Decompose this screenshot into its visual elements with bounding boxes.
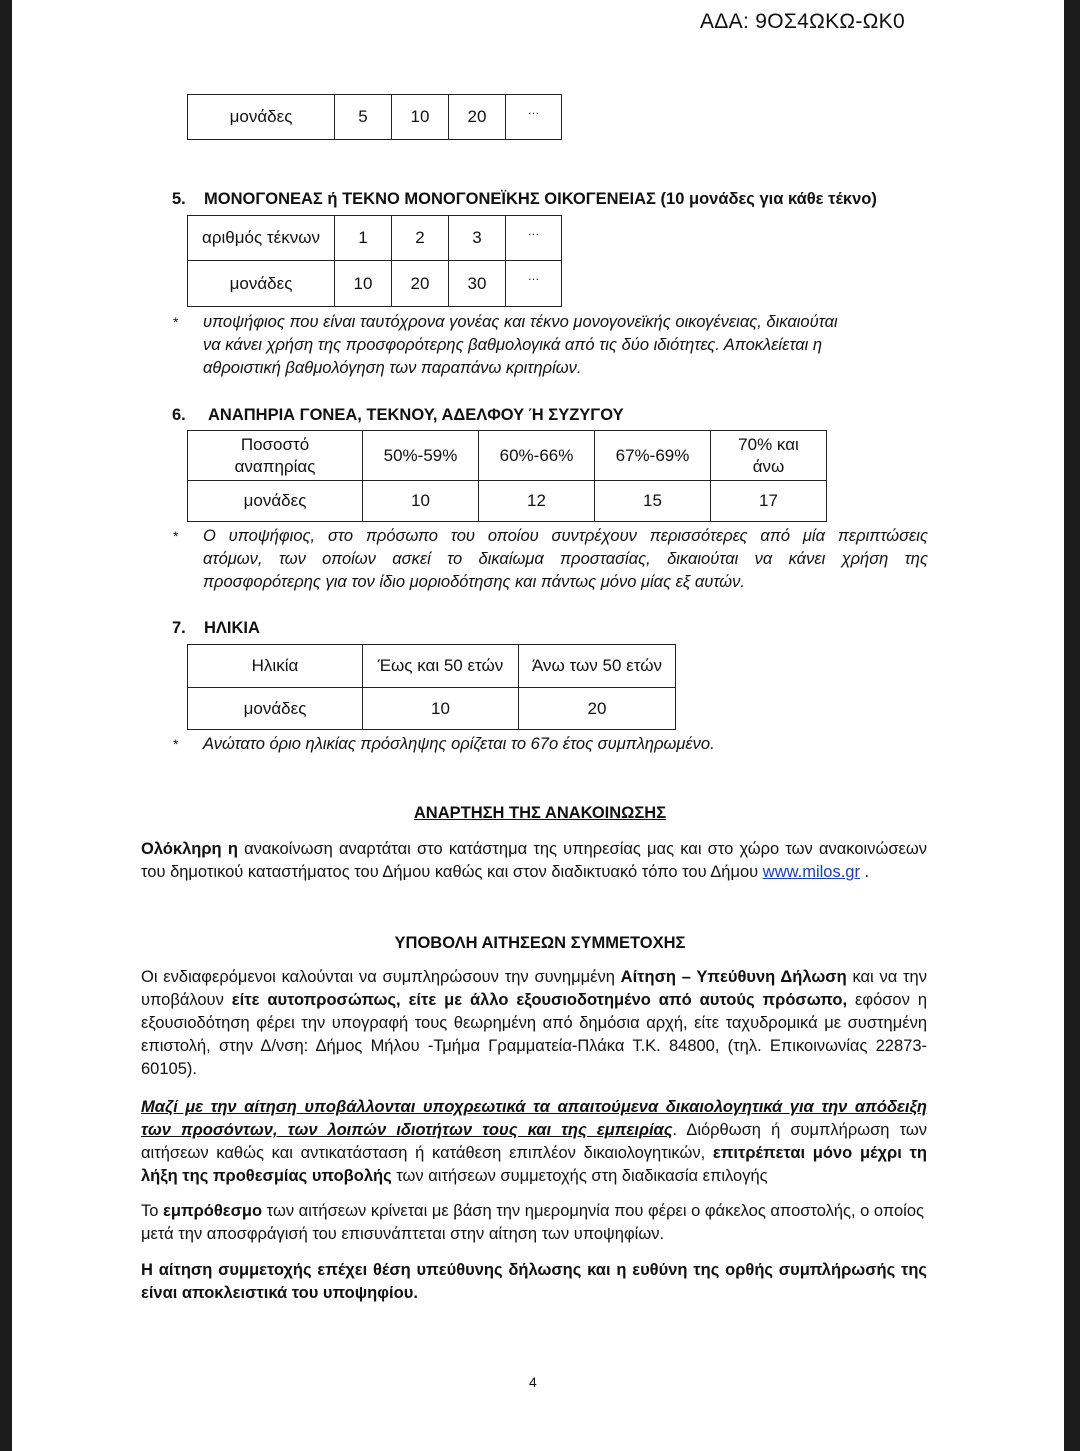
table-age xyxy=(187,644,676,730)
column-header: 67%-69% xyxy=(595,431,711,481)
row-label: μονάδες xyxy=(188,261,335,307)
section-6-heading xyxy=(172,406,624,425)
column-header: Άνω των 50 ετών xyxy=(519,645,676,688)
cell: … xyxy=(506,261,562,307)
table-points-top xyxy=(187,94,562,140)
submission-paragraph-3 xyxy=(141,1200,927,1246)
paragraph-text: Το xyxy=(141,1202,164,1220)
paragraph-text: και να την υποβάλουν xyxy=(141,968,927,1009)
cell: 10 xyxy=(392,95,449,140)
header-line: Ποσοστό xyxy=(240,434,310,454)
paragraph-text: . xyxy=(859,863,870,881)
section-number: 7. xyxy=(172,619,186,637)
note-line: υποψήφιος που είναι ταυτόχρονα γονέας και τέκνο μονογονεϊκής οικογένειας, δικαιούται xyxy=(203,313,838,331)
section-title: ΑΝΑΠΗΡΙΑ ΓΟΝΕΑ, ΤΕΚΝΟΥ, ΑΔΕΛΦΟΥ Ή ΣΥΖΥΓΟΥ xyxy=(208,406,624,424)
bold-text: Ολόκληρη η xyxy=(141,840,238,858)
note-line: ατόμων, των οποίων ασκεί το δικαίωμα προστασίας, δικαιούται να κάνει χρήση της xyxy=(203,550,928,568)
cell: 10 xyxy=(335,261,392,307)
cell: 30 xyxy=(449,261,506,307)
section-5-heading xyxy=(172,190,877,209)
cell: … xyxy=(506,216,562,261)
submission-title: ΥΠΟΒΟΛΗ ΑΙΤΗΣΕΩΝ ΣΥΜΜΕΤΟΧΗΣ xyxy=(394,934,686,952)
section-7-heading xyxy=(172,619,260,638)
header-label: Ηλικία xyxy=(188,645,363,688)
cell: 20 xyxy=(392,261,449,307)
cell: 5 xyxy=(335,95,392,140)
cell: 20 xyxy=(519,688,676,730)
submission-paragraph-4: Η αίτηση συμμετοχής επέχει θέση υπεύθυνης δήλωσης και η ευθύνη της ορθής συμπλήρωσής της είναι αποκλειστικά του υποψηφίου. xyxy=(141,1261,927,1302)
page-number: 4 xyxy=(529,1374,537,1390)
row-label: μονάδες xyxy=(188,688,363,730)
header-line: 70% και xyxy=(738,434,799,454)
cell: 1 xyxy=(335,216,392,261)
column-header: 60%-66% xyxy=(479,431,595,481)
cell: 10 xyxy=(363,481,479,522)
bold-underlined-text: για την απόδειξη των προσόντων, των λοιπών ιδιοτήτων τους και της εμπειρίας xyxy=(141,1098,927,1139)
row-label: μονάδες xyxy=(188,481,363,522)
row-label: αριθμός τέκνων xyxy=(188,216,335,261)
table-disability xyxy=(187,430,827,522)
paragraph-text: ανακοίνωση αναρτάται στο κατάστημα της υπηρεσίας μας και στο χώρο των ανακοινώσεων του δημοτικού καταστήματος του Δήμου καθώς και στον διαδικτυακό τόπο του Δήμου xyxy=(141,840,927,881)
column-header: 50%-59% xyxy=(363,431,479,481)
cell: 10 xyxy=(363,688,519,730)
cell: 15 xyxy=(595,481,711,522)
submission-paragraph-1 xyxy=(141,966,927,1081)
note-line: προσφορότερης για τον ίδιο μοριοδότησης και πάντως μόνο μίας εξ αυτών. xyxy=(203,573,745,591)
ada-code: ΑΔΑ: 9ΟΣ4ΩΚΩ-ΩΚ0 xyxy=(700,10,905,33)
note-line: Ο υποψήφιος, στο πρόσωπο του οποίου συντρέχουν περισσότερες από μία περιπτώσεις xyxy=(203,527,928,545)
announcement-title: ΑΝΑΡΤΗΣΗ ΤΗΣ ΑΝΑΚΟΙΝΩΣΗΣ xyxy=(413,804,667,822)
paragraph-text: των αιτήσεων συμμετοχής στη διαδικασία επιλογής xyxy=(391,1167,768,1185)
column-header xyxy=(711,431,827,481)
section-number: 5. xyxy=(172,190,186,208)
cell: 2 xyxy=(392,216,449,261)
note-line: να κάνει χρήση της προσφορότερης βαθμολογικά από τις δύο ιδιότητες. Αποκλείεται η xyxy=(203,336,823,354)
note-line: αθροιστική βαθμολόγηση των παραπάνω κριτηρίων. xyxy=(203,359,582,377)
asterisk: * xyxy=(173,314,179,330)
bold-text: εμπρόθεσμο xyxy=(163,1202,263,1220)
cell: … xyxy=(506,95,562,140)
paragraph-text: εφόσον η εξουσιοδότηση φέρει την υπογραφή τους θεωρημένη από δημόσια αρχή, είτε ταχυδρομικά με συστημένη επιστολή, στην Δ/νση: Δήμος Μήλου -Τμήμα Γραμματεία-Πλάκα Τ.Κ. 84800, (τηλ. Επικοινωνίας 22873-60105). xyxy=(141,991,927,1078)
cell: 20 xyxy=(449,95,506,140)
announcement-paragraph xyxy=(141,838,927,884)
paragraph-text: Οι ενδιαφερόμενοι καλούνται να συμπληρώσουν την συνημμένη xyxy=(141,968,621,986)
submission-paragraph-2 xyxy=(141,1096,927,1188)
asterisk: * xyxy=(173,528,179,544)
header-line: άνω xyxy=(752,456,785,476)
header-label xyxy=(188,431,363,481)
cell: 3 xyxy=(449,216,506,261)
bold-text: είτε αυτοπροσώπως, είτε με άλλο εξουσιοδοτημένο από αυτούς πρόσωπο, xyxy=(231,991,848,1009)
section-7-note xyxy=(173,733,928,756)
cell: 12 xyxy=(479,481,595,522)
section-5-note xyxy=(173,311,928,380)
section-6-note xyxy=(173,525,928,594)
paragraph-text: των αιτήσεων κρίνεται με βάση την ημερομηνία που φέρει ο φάκελος αποστολής, ο οποίος μετά την αποσφράγισή του επισυνάπτεται στην αίτηση των υποψηφίων. xyxy=(141,1202,924,1243)
bold-text: επιτρέπεται μόνο μέχρι τη λήξη της προθεσμίας υποβολής xyxy=(141,1144,927,1185)
table-single-parent xyxy=(187,215,562,307)
asterisk: * xyxy=(173,736,179,752)
column-header: Έως και 50 ετών xyxy=(363,645,519,688)
bold-underlined-text: Μαζί με την αίτηση υποβάλλονται υποχρεωτικά τα απαιτούμενα δικαιολογητικά xyxy=(141,1098,783,1116)
cell: 17 xyxy=(711,481,827,522)
section-title: ΜΟΝΟΓΟΝΕΑΣ ή ΤΕΚΝΟ ΜΟΝΟΓΟΝΕΪΚΗΣ ΟΙΚΟΓΕΝΕΙΑΣ (10 μονάδες για κάθε τέκνο) xyxy=(204,190,877,208)
bold-text: Αίτηση – Υπεύθυνη Δήλωση xyxy=(620,968,847,986)
section-number: 6. xyxy=(172,406,186,424)
note-line: Ανώτατο όριο ηλικίας πρόσληψης ορίζεται το 67ο έτος συμπληρωμένο. xyxy=(203,735,715,753)
row-label: μονάδες xyxy=(188,95,335,140)
paragraph-text: . Διόρθωση ή συμπλήρωση των αιτήσεων καθώς και αντικατάσταση ή κατάθεση επιπλέον δικαιολογητικών, xyxy=(141,1121,927,1162)
section-title: ΗΛΙΚΙΑ xyxy=(204,619,260,637)
header-line: αναπηρίας xyxy=(234,456,316,476)
milos-website-link[interactable]: www.milos.gr xyxy=(762,863,860,881)
